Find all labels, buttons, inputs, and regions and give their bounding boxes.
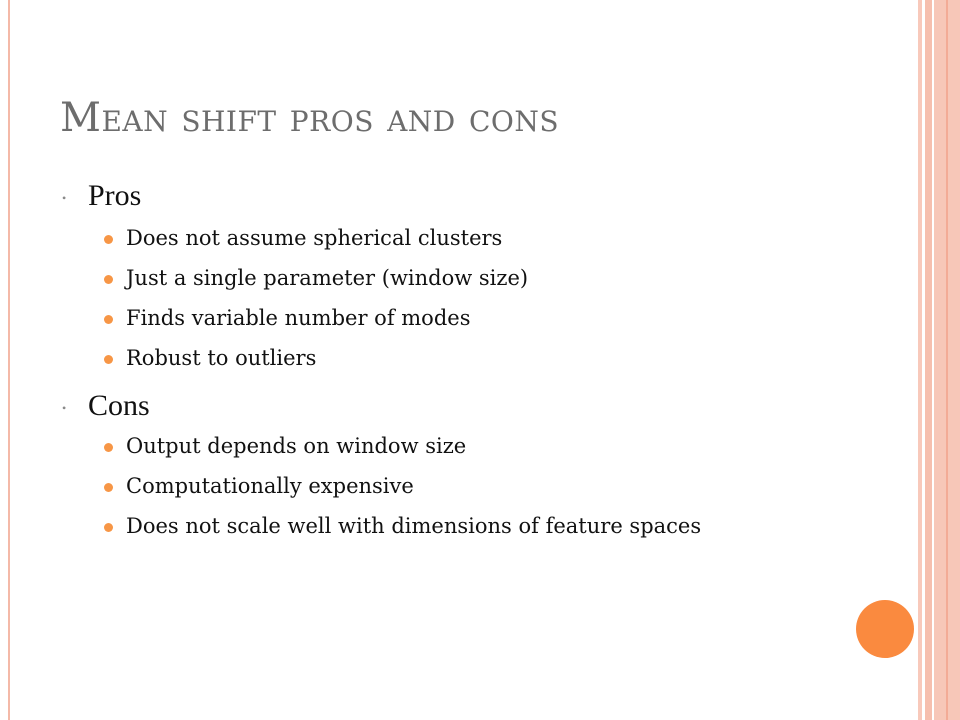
bullet-icon: • [62, 401, 67, 415]
list-item [60, 466, 900, 506]
section-heading-label: Cons [88, 389, 150, 422]
right-border-stripe [925, 0, 932, 720]
bullet-dot-icon [104, 235, 113, 244]
list-item [60, 298, 900, 338]
bullet-icon: • [62, 191, 67, 205]
list-item [60, 338, 900, 378]
list-item-text: Robust to outliers [126, 346, 317, 370]
bullet-dot-icon [104, 355, 113, 364]
slide-title: Mean shift pros and cons [60, 95, 560, 141]
section-heading [60, 176, 900, 216]
bullet-list [60, 218, 900, 378]
bullet-dot-icon [104, 275, 113, 284]
section-heading-label: Pros [88, 179, 142, 212]
decorative-circle-icon [856, 600, 914, 658]
bullet-list [60, 426, 900, 546]
section-cons [60, 386, 900, 546]
slide-content [60, 176, 900, 546]
list-item [60, 258, 900, 298]
list-item-text: Computationally expensive [126, 474, 414, 498]
section-pros [60, 176, 900, 378]
list-item-text: Output depends on window size [126, 434, 467, 458]
list-item-text: Just a single parameter (window size) [126, 266, 529, 290]
list-item-text: Does not assume spherical clusters [126, 226, 503, 250]
bullet-dot-icon [104, 523, 113, 532]
right-border-stripe [918, 0, 922, 720]
bullet-dot-icon [104, 483, 113, 492]
list-item [60, 506, 900, 546]
bullet-dot-icon [104, 315, 113, 324]
bullet-dot-icon [104, 443, 113, 452]
list-item [60, 218, 900, 258]
list-item-text: Finds variable number of modes [126, 306, 471, 330]
section-heading [60, 386, 900, 426]
list-item [60, 426, 900, 466]
list-item-text: Does not scale well with dimensions of feature spaces [126, 514, 702, 538]
left-border-line [8, 0, 10, 720]
right-border-line [946, 0, 948, 720]
